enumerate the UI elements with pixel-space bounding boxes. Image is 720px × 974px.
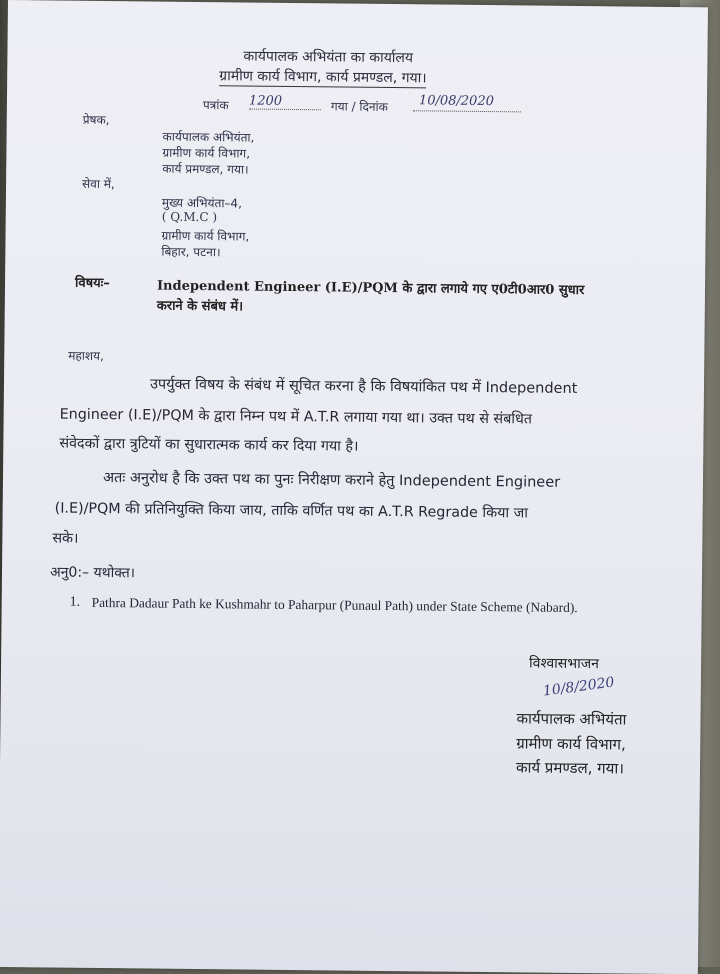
subject-line: कराने के संबंध में। bbox=[156, 298, 244, 315]
body-line: संवेदकों द्वारा त्रुटियों का सुधारात्मक कार्य कर दिया गया है। bbox=[59, 435, 359, 455]
body-line: अतः अनुरोध है कि उक्त पथ का पुनः निरीक्षण कराने हेतु Independent Engineer bbox=[102, 470, 561, 491]
department-title: ग्रामीण कार्य विभाग, कार्य प्रमण्डल, गया। bbox=[219, 68, 427, 87]
enclosure-item-text: Pathra Dadaur Path ke Kushmahr to Paharpur (Punaul Path) under State Scheme (Nabard). bbox=[91, 594, 578, 615]
enclosure-item-number: 1. bbox=[69, 594, 81, 610]
letter-number: 1200 bbox=[248, 93, 283, 109]
sender-line: ग्रामीण कार्य विभाग, bbox=[162, 145, 251, 161]
letter-number-dots bbox=[249, 103, 321, 111]
signatory-line: ग्रामीण कार्य विभाग, bbox=[516, 734, 626, 754]
enclosure-label: अनु0:– यथोक्त। bbox=[49, 564, 136, 582]
signatory-line: कार्य प्रमण्डल, गया। bbox=[515, 758, 625, 778]
salutation: महाशय, bbox=[68, 348, 104, 364]
body-line: उपर्युक्त विषय के संबंध में सूचित करना है कि विषयांकित पथ में Independent bbox=[149, 376, 578, 397]
handwritten-signature: 10/8/2020 bbox=[542, 674, 616, 700]
recipient-line: बिहार, पटना। bbox=[161, 244, 221, 260]
letter-number-label: पत्रांक bbox=[202, 98, 229, 113]
sender-line: कार्यपालक अभियंता, bbox=[162, 129, 255, 145]
sender-line: कार्य प्रमण्डल, गया। bbox=[162, 161, 249, 177]
body-line: (I.E)/PQM की प्रतिनियुक्ति किया जाय, ताकि वर्णित पथ का A.T.R Regrade किया जा bbox=[54, 500, 529, 522]
body-line: सके। bbox=[52, 530, 79, 547]
signatory-line: कार्यपालक अभियंता bbox=[516, 709, 627, 729]
subject-label: विषयः– bbox=[74, 275, 110, 292]
subject-line: Independent Engineer (I.E)/PQM के द्वारा लगाये गए ए0टी0आर0 सुधार bbox=[156, 278, 585, 299]
body-line: Engineer (I.E)/PQM के द्वारा निम्न पथ में A.T.R लगाया गया था। उक्त पथ से संबधित bbox=[59, 406, 533, 428]
recipient-line: मुख्य अभियंता–4, bbox=[161, 195, 243, 211]
recipient-label: सेवा में, bbox=[82, 176, 115, 192]
closing: विश्वासभाजन bbox=[528, 655, 600, 673]
letter-date: 10/08/2020 bbox=[418, 93, 494, 110]
recipient-line: ग्रामीण कार्य विभाग, bbox=[161, 228, 250, 244]
sender-label: प्रेषक, bbox=[82, 112, 110, 128]
place-date-label: गया / दिनांक bbox=[330, 99, 388, 114]
recipient-line: ( Q.M.C ) bbox=[161, 209, 218, 225]
office-title: कार्यपालक अभियंता का कार्यालय bbox=[243, 48, 414, 67]
letter-date-dots bbox=[413, 104, 521, 112]
